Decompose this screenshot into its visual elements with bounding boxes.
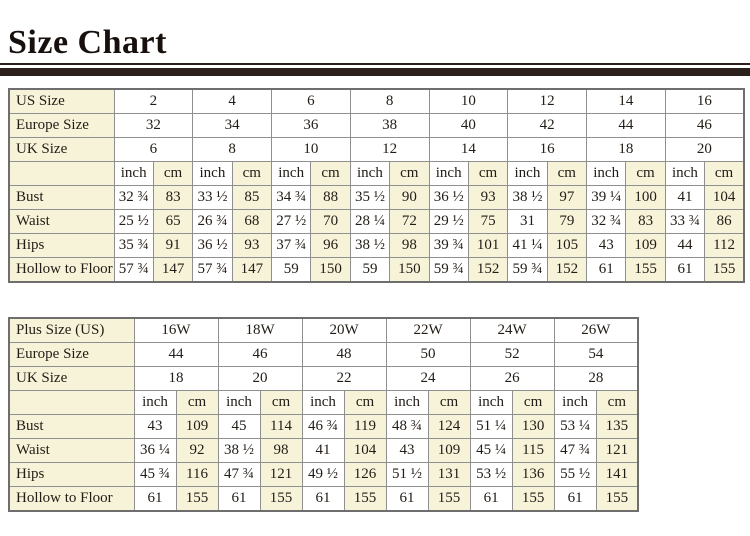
measure-value-cell-inch: 59 ¾ (508, 258, 547, 283)
size-value-cell: 18 (134, 367, 218, 391)
unit-cell-cm: cm (468, 162, 507, 186)
unit-cell-inch: inch (218, 391, 260, 415)
size-value-cell: 10 (272, 138, 351, 162)
row-hollow-to-floor (9, 487, 638, 512)
measure-value-cell-inch: 37 ¾ (272, 234, 311, 258)
size-value-cell: 16W (134, 318, 218, 343)
row-label-uk-size: UK Size (9, 138, 114, 162)
size-value-cell: 12 (350, 138, 429, 162)
unit-cell-inch: inch (470, 391, 512, 415)
row-label-europe-size: Europe Size (9, 114, 114, 138)
size-value-cell: 14 (429, 138, 508, 162)
measure-value-cell-inch: 43 (134, 415, 176, 439)
measure-value-cell-inch: 31 (508, 210, 547, 234)
row-label-hips: Hips (9, 234, 114, 258)
measure-value-cell-cm: 109 (626, 234, 665, 258)
measure-value-cell-cm: 83 (626, 210, 665, 234)
size-value-cell: 20 (665, 138, 744, 162)
size-value-cell: 48 (302, 343, 386, 367)
measure-value-cell-inch: 61 (554, 487, 596, 512)
row-label-hollow-to-floor: Hollow to Floor (9, 258, 114, 283)
size-value-cell: 6 (114, 138, 193, 162)
row-waist (9, 439, 638, 463)
size-value-cell: 44 (134, 343, 218, 367)
measure-value-cell-inch: 38 ½ (350, 234, 389, 258)
unit-cell-cm: cm (153, 162, 192, 186)
unit-cell-inch: inch (134, 391, 176, 415)
measure-value-cell-inch: 49 ½ (302, 463, 344, 487)
measure-value-cell-cm: 141 (596, 463, 638, 487)
unit-cell-cm: cm (512, 391, 554, 415)
measure-value-cell-cm: 109 (428, 439, 470, 463)
measure-value-cell-cm: 121 (596, 439, 638, 463)
measure-value-cell-inch: 47 ¾ (218, 463, 260, 487)
unit-cell-cm: cm (176, 391, 218, 415)
unit-cell-cm: cm (232, 162, 271, 186)
measure-value-cell-inch: 46 ¾ (302, 415, 344, 439)
measure-value-cell-inch: 32 ¾ (587, 210, 626, 234)
measure-value-cell-inch: 33 ¾ (665, 210, 704, 234)
measure-value-cell-cm: 104 (344, 439, 386, 463)
size-value-cell: 4 (193, 89, 272, 114)
size-value-cell: 28 (554, 367, 638, 391)
size-value-cell: 10 (429, 89, 508, 114)
measure-value-cell-inch: 59 ¾ (429, 258, 468, 283)
measure-value-cell-inch: 53 ½ (470, 463, 512, 487)
measure-value-cell-cm: 72 (390, 210, 429, 234)
unit-cell-cm: cm (390, 162, 429, 186)
size-value-cell: 6 (272, 89, 351, 114)
measure-value-cell-cm: 130 (512, 415, 554, 439)
measure-value-cell-cm: 126 (344, 463, 386, 487)
measure-value-cell-cm: 121 (260, 463, 302, 487)
measure-value-cell-inch: 51 ½ (386, 463, 428, 487)
measure-value-cell-inch: 43 (386, 439, 428, 463)
size-value-cell: 24W (470, 318, 554, 343)
row-label-waist: Waist (9, 210, 114, 234)
unit-cell-cm: cm (626, 162, 665, 186)
row-hips (9, 463, 638, 487)
row-label-hollow-to-floor: Hollow to Floor (9, 487, 134, 512)
measure-value-cell-inch: 53 ¼ (554, 415, 596, 439)
measure-value-cell-inch: 61 (386, 487, 428, 512)
standard-size-table-container (0, 88, 750, 283)
unit-cell-inch: inch (302, 391, 344, 415)
measure-value-cell-inch: 57 ¾ (114, 258, 153, 283)
measure-value-cell-cm: 155 (596, 487, 638, 512)
row-label-uk-size: UK Size (9, 367, 134, 391)
measure-value-cell-cm: 92 (176, 439, 218, 463)
measure-value-cell-inch: 61 (134, 487, 176, 512)
size-value-cell: 20 (218, 367, 302, 391)
measure-value-cell-cm: 112 (705, 234, 744, 258)
size-value-cell: 26 (470, 367, 554, 391)
size-value-cell: 16 (665, 89, 744, 114)
measure-value-cell-cm: 101 (468, 234, 507, 258)
size-value-cell: 32 (114, 114, 193, 138)
measure-value-cell-inch: 36 ¼ (134, 439, 176, 463)
size-value-cell: 40 (429, 114, 508, 138)
measure-value-cell-inch: 61 (587, 258, 626, 283)
row-label-waist: Waist (9, 439, 134, 463)
measure-value-cell-cm: 91 (153, 234, 192, 258)
measure-value-cell-inch: 44 (665, 234, 704, 258)
measure-value-cell-cm: 155 (705, 258, 744, 283)
measure-value-cell-inch: 59 (350, 258, 389, 283)
measure-value-cell-cm: 150 (390, 258, 429, 283)
measure-value-cell-cm: 119 (344, 415, 386, 439)
size-value-cell: 46 (218, 343, 302, 367)
size-value-cell: 14 (587, 89, 666, 114)
measure-value-cell-inch: 25 ½ (114, 210, 153, 234)
size-value-cell: 22 (302, 367, 386, 391)
measure-value-cell-cm: 124 (428, 415, 470, 439)
measure-value-cell-inch: 57 ¾ (193, 258, 232, 283)
page-title: Size Chart (8, 24, 167, 61)
measure-value-cell-inch: 32 ¾ (114, 186, 153, 210)
measure-value-cell-inch: 27 ½ (272, 210, 311, 234)
size-value-cell: 18 (587, 138, 666, 162)
measure-value-cell-inch: 61 (218, 487, 260, 512)
row-label-units (9, 391, 134, 415)
row-bust (9, 415, 638, 439)
plus-size-table-container (0, 317, 750, 512)
size-value-cell: 24 (386, 367, 470, 391)
measure-value-cell-inch: 35 ¾ (114, 234, 153, 258)
measure-value-cell-inch: 51 ¼ (470, 415, 512, 439)
size-value-cell: 36 (272, 114, 351, 138)
measure-value-cell-cm: 155 (428, 487, 470, 512)
measure-value-cell-inch: 47 ¾ (554, 439, 596, 463)
size-value-cell: 12 (508, 89, 587, 114)
row-label-bust: Bust (9, 415, 134, 439)
unit-cell-inch: inch (508, 162, 547, 186)
unit-cell-inch: inch (350, 162, 389, 186)
unit-cell-cm: cm (705, 162, 744, 186)
measure-value-cell-cm: 116 (176, 463, 218, 487)
measure-value-cell-inch: 55 ½ (554, 463, 596, 487)
measure-value-cell-cm: 147 (232, 258, 271, 283)
unit-cell-cm: cm (311, 162, 350, 186)
unit-cell-cm: cm (596, 391, 638, 415)
size-value-cell: 18W (218, 318, 302, 343)
measure-value-cell-inch: 61 (470, 487, 512, 512)
size-value-cell: 16 (508, 138, 587, 162)
size-value-cell: 54 (554, 343, 638, 367)
measure-value-cell-cm: 155 (512, 487, 554, 512)
measure-value-cell-inch: 39 ¾ (429, 234, 468, 258)
measure-value-cell-inch: 39 ¼ (587, 186, 626, 210)
measure-value-cell-cm: 105 (547, 234, 586, 258)
unit-cell-cm: cm (260, 391, 302, 415)
row-label-hips: Hips (9, 463, 134, 487)
measure-value-cell-cm: 68 (232, 210, 271, 234)
measure-value-cell-cm: 155 (344, 487, 386, 512)
unit-cell-inch: inch (429, 162, 468, 186)
measure-value-cell-cm: 155 (176, 487, 218, 512)
row-label-plus-size-us: Plus Size (US) (9, 318, 134, 343)
measure-value-cell-cm: 86 (705, 210, 744, 234)
unit-cell-inch: inch (587, 162, 626, 186)
measure-value-cell-inch: 45 ¾ (134, 463, 176, 487)
measure-value-cell-inch: 41 (302, 439, 344, 463)
row-label-us-size: US Size (9, 89, 114, 114)
measure-value-cell-cm: 155 (260, 487, 302, 512)
title-rule-thick (0, 68, 750, 76)
measure-value-cell-inch: 38 ½ (508, 186, 547, 210)
measure-value-cell-cm: 96 (311, 234, 350, 258)
size-value-cell: 52 (470, 343, 554, 367)
unit-cell-cm: cm (344, 391, 386, 415)
measure-value-cell-cm: 135 (596, 415, 638, 439)
measure-value-cell-cm: 152 (468, 258, 507, 283)
row-us-size (9, 89, 744, 114)
standard-size-table (8, 88, 745, 283)
measure-value-cell-inch: 26 ¾ (193, 210, 232, 234)
measure-value-cell-cm: 104 (705, 186, 744, 210)
row-europe-size (9, 114, 744, 138)
unit-cell-cm: cm (547, 162, 586, 186)
unit-cell-inch: inch (554, 391, 596, 415)
row-waist (9, 210, 744, 234)
measure-value-cell-cm: 79 (547, 210, 586, 234)
row-bust (9, 186, 744, 210)
measure-value-cell-inch: 41 ¼ (508, 234, 547, 258)
size-value-cell: 38 (350, 114, 429, 138)
size-value-cell: 42 (508, 114, 587, 138)
measure-value-cell-cm: 85 (232, 186, 271, 210)
measure-value-cell-cm: 98 (390, 234, 429, 258)
measure-value-cell-cm: 65 (153, 210, 192, 234)
size-value-cell: 50 (386, 343, 470, 367)
plus-size-table (8, 317, 639, 512)
row-uk-size (9, 138, 744, 162)
measure-value-cell-inch: 61 (665, 258, 704, 283)
row-plus-size-us (9, 318, 638, 343)
measure-value-cell-inch: 36 ½ (429, 186, 468, 210)
measure-value-cell-cm: 75 (468, 210, 507, 234)
unit-cell-inch: inch (665, 162, 704, 186)
row-uk-size (9, 367, 638, 391)
measure-value-cell-cm: 147 (153, 258, 192, 283)
measure-value-cell-inch: 33 ½ (193, 186, 232, 210)
measure-value-cell-inch: 61 (302, 487, 344, 512)
measure-value-cell-inch: 35 ½ (350, 186, 389, 210)
row-label-europe-size: Europe Size (9, 343, 134, 367)
row-label-units (9, 162, 114, 186)
measure-value-cell-inch: 41 (665, 186, 704, 210)
measure-value-cell-cm: 90 (390, 186, 429, 210)
row-units (9, 162, 744, 186)
size-value-cell: 44 (587, 114, 666, 138)
measure-value-cell-cm: 155 (626, 258, 665, 283)
row-europe-size (9, 343, 638, 367)
unit-cell-inch: inch (272, 162, 311, 186)
measure-value-cell-inch: 28 ¼ (350, 210, 389, 234)
measure-value-cell-inch: 59 (272, 258, 311, 283)
size-value-cell: 26W (554, 318, 638, 343)
measure-value-cell-cm: 150 (311, 258, 350, 283)
size-value-cell: 8 (350, 89, 429, 114)
size-value-cell: 8 (193, 138, 272, 162)
measure-value-cell-cm: 136 (512, 463, 554, 487)
measure-value-cell-cm: 70 (311, 210, 350, 234)
measure-value-cell-inch: 45 ¼ (470, 439, 512, 463)
size-value-cell: 34 (193, 114, 272, 138)
size-value-cell: 46 (665, 114, 744, 138)
measure-value-cell-cm: 115 (512, 439, 554, 463)
row-hips (9, 234, 744, 258)
measure-value-cell-cm: 93 (232, 234, 271, 258)
measure-value-cell-cm: 131 (428, 463, 470, 487)
measure-value-cell-cm: 114 (260, 415, 302, 439)
measure-value-cell-inch: 48 ¾ (386, 415, 428, 439)
measure-value-cell-cm: 98 (260, 439, 302, 463)
measure-value-cell-cm: 93 (468, 186, 507, 210)
measure-value-cell-inch: 36 ½ (193, 234, 232, 258)
size-value-cell: 2 (114, 89, 193, 114)
measure-value-cell-cm: 88 (311, 186, 350, 210)
unit-cell-inch: inch (193, 162, 232, 186)
size-value-cell: 20W (302, 318, 386, 343)
measure-value-cell-inch: 38 ½ (218, 439, 260, 463)
measure-value-cell-cm: 152 (547, 258, 586, 283)
measure-value-cell-cm: 83 (153, 186, 192, 210)
measure-value-cell-inch: 34 ¾ (272, 186, 311, 210)
measure-value-cell-inch: 43 (587, 234, 626, 258)
unit-cell-inch: inch (386, 391, 428, 415)
row-label-bust: Bust (9, 186, 114, 210)
measure-value-cell-cm: 97 (547, 186, 586, 210)
row-hollow-to-floor (9, 258, 744, 283)
measure-value-cell-cm: 109 (176, 415, 218, 439)
size-value-cell: 22W (386, 318, 470, 343)
measure-value-cell-cm: 100 (626, 186, 665, 210)
measure-value-cell-inch: 29 ½ (429, 210, 468, 234)
row-units (9, 391, 638, 415)
measure-value-cell-inch: 45 (218, 415, 260, 439)
unit-cell-inch: inch (114, 162, 153, 186)
unit-cell-cm: cm (428, 391, 470, 415)
title-rule-thin (0, 63, 750, 65)
